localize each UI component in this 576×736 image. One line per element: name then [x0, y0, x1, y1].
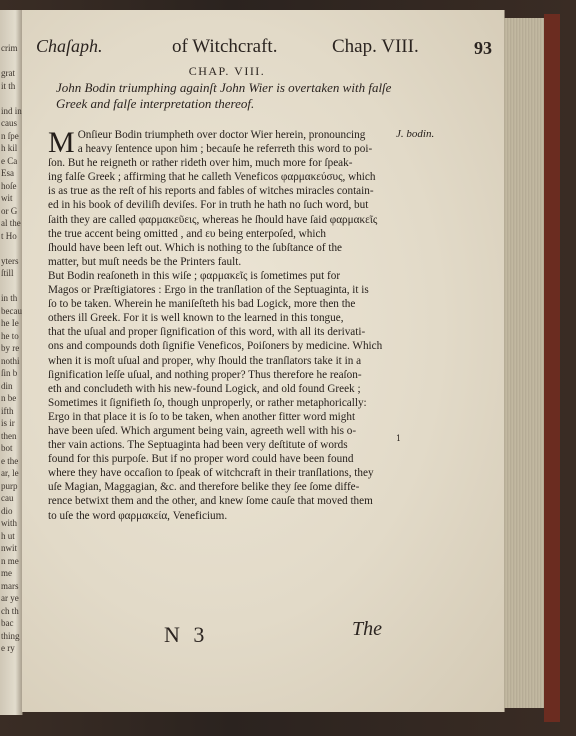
- body-line: a heavy ſentence upon him ; becauſe he referreth this word to poi-: [77, 143, 373, 156]
- chapter-heading: [56, 80, 436, 112]
- body-line: the true accent being omitted , and ευ being enterpoſed, which: [48, 227, 327, 240]
- body-line: others ill Greek. For it is well known to the learned in this tongue,: [48, 312, 344, 325]
- chapter-heading-line: John Bodin triumphing againſt John Wier is overtaken with falſe: [56, 80, 392, 95]
- catchword: The: [352, 618, 382, 640]
- body-line: to uſe the word φαρμακεία, Veneficium.: [48, 509, 228, 522]
- page-block-edge: [504, 18, 546, 708]
- body-line: eth and concludeth with his new-found Logick, and old found Greek ;: [48, 382, 361, 395]
- body-line: Magos or Præſtigiatores : Ergo in the tranſlation of the Septuaginta, it is: [48, 284, 369, 297]
- body-line: ſaith they are called φαρμακεῦεις, whereas he ſhould have ſaid φαρμακεῖς: [48, 213, 378, 226]
- chapter-heading-line: Greek and falſe interpretation thereof.: [56, 96, 255, 111]
- left-page-edge: [0, 10, 23, 715]
- body-line: that the uſual and proper ſignification of this word, with all its derivati-: [48, 326, 366, 339]
- body-text: [48, 128, 414, 523]
- left-page-fragments: crim grat it th ind in caus n ſpe h kil e Ca Esa hoſe wit or G al the t Ho yters ſtill in th becau he Ie he to by re nothi ſin b din n be ifth is ir then bot e the ar, le purp cau dio with h ut nwit n me me mars ar ye ch th bac thing e ry: [1, 43, 22, 653]
- running-head-chapter: Chap. VIII.: [332, 36, 419, 57]
- running-head-left: Chaſaph.: [36, 36, 103, 56]
- running-head-title: of Witchcraft.: [172, 36, 278, 57]
- running-head: [36, 36, 492, 62]
- body-line: Ergo in that place it is ſo to be taken, when another fitter word might: [48, 410, 356, 423]
- body-line: ed in his book of deviliſh deviſes. For in truth he hath no ſuch word, but: [48, 199, 369, 212]
- body-line: Onſieur Bodin triumpheth over doctor Wier herein, pronouncing: [77, 129, 366, 141]
- body-line: found for this purpoſe. But if no proper word could have been found: [48, 453, 354, 466]
- body-line: ing falſe Greek ; affirming that he calleth Veneficos φαρμακεύσυς, which: [48, 171, 376, 184]
- body-line: matter, but muſt needs be the Printers fault.: [48, 255, 242, 268]
- body-line: ſignification leſſe uſual, and nothing proper? Thus therefore he reaſon-: [48, 368, 362, 381]
- footnote-mark: 1: [396, 434, 402, 443]
- body-line: have been uſed. Which argument being vain, agreeth well with his o-: [48, 424, 357, 437]
- body-line: ſo to be taken. Wherein he maniſeſteth his bad Logick, more then the: [48, 298, 356, 311]
- body-line: But Bodin reaſoneth in this wiſe ; φαρμακεῖς is ſometimes put for: [48, 269, 341, 282]
- chapter-title: CHAP. VIII.: [188, 64, 266, 78]
- body-line: where they have occaſion to ſpeak of witchcraft in their tranſlations, they: [48, 467, 374, 480]
- body-line: Sometimes it ſignifieth ſo, though unproperly, or rather metaphorically:: [48, 396, 367, 409]
- page-number: 93: [474, 38, 492, 58]
- body-line: ther vain actions. The Septuaginta had been very deſtitute of words: [48, 439, 348, 452]
- body-line: ons and compounds doth ſignifie Veneficos, Poiſoners by medicine. Which: [48, 340, 383, 353]
- body-line: ſon. But he reigneth or rather rideth over him, much more for ſpeak-: [48, 157, 353, 170]
- signature-mark: N 3: [164, 622, 209, 647]
- book-cover: [544, 14, 560, 722]
- body-line: is as true as the reſt of his reports and fables of witches miracles contain-: [48, 185, 374, 198]
- body-lines: [48, 128, 414, 523]
- body-line: when it is moſt uſual and proper, why ſhould the tranſlators take it in a: [48, 354, 362, 367]
- margin-note: J. bodin.: [396, 128, 435, 140]
- drop-cap: M: [48, 126, 75, 159]
- body-line: rence betwixt them and the other, and knew ſome cauſe that moved them: [48, 495, 373, 508]
- body-line: uſe Magian, Maggagian, &c. and therefore belike they ſee ſome diffe-: [48, 481, 360, 494]
- body-line: ſhould have been left out. Which is nothing to the ſubſtance of the: [48, 241, 343, 254]
- book-page: [22, 10, 505, 712]
